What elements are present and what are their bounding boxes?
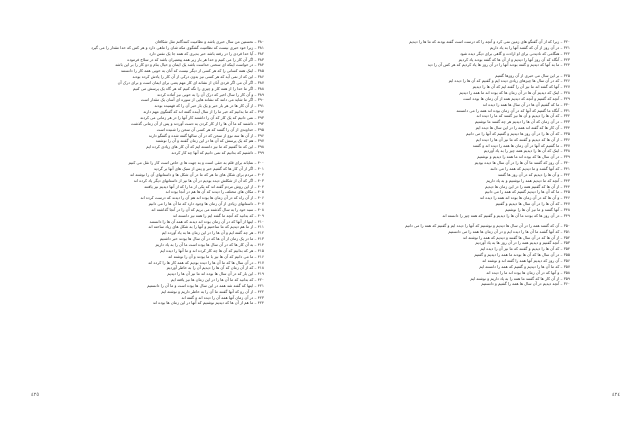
text-line: ۳۵۵ – در آن سال ها که آن ها بودند ما همه را دیدیم و گفتیم bbox=[474, 252, 570, 258]
text-line: ۳۲۹ – آنچه که گفتیم و آنچه که دیدیم همه از آن زمان ها بوده است bbox=[463, 95, 570, 101]
text-line: ۳۴۰ – آن روز که گفتند ما آن ها را در آن سال ها دیده بودیم bbox=[474, 160, 570, 166]
text-line: ۴۰۲ – مردم برای شکل های ما هر که ما در آن شکل ها و داستانهای آن را نوشته اند bbox=[129, 171, 264, 177]
text-block bbox=[50, 160, 264, 306]
text-line: ۳۴۱ – که آنها گفتند و ما دیدیم که همه را می دانند bbox=[490, 166, 570, 172]
text-line: ۳۳۶ – از آن ها که دیدیم و گفتند که ما نیز آن ها را دیده ایم bbox=[475, 136, 570, 142]
text-line: ۳۳۱ – آنگاه ما گفتیم که آنها که در آن زمان بوده اند همه را می دانستند bbox=[456, 107, 570, 113]
text-line: ۴۰۹ – که بدانید که آنچه ما گفته ایم را همه نیز دانسته اند bbox=[172, 212, 264, 218]
text-line: ۳۸۸ – اگر ما خدا را از همه کار و چیزی را نگه کنیم که هر گاه یک پرسش می کنیم bbox=[132, 85, 264, 91]
text-line: ۳۹۶ – از آن ها سه نوع از سخن که در آن سالها گفته شده و گفتگو دارند bbox=[148, 132, 264, 138]
text-line: ۳۸۳ – اگر آن کار را می کنیم و خدا هر بار زیر همه پیغمبران باشد که در سلاح فرموده bbox=[127, 56, 264, 62]
right-text-column bbox=[330, 39, 570, 287]
text-line: ۳۹۵ – خداوندی از آن را گفتند که هر کسی آن سخن را شنیده است bbox=[156, 126, 264, 132]
text-line: ۳۹۷ – هم که یک پرسش که آن ها در این زمان گفتند و آن را نوشتند bbox=[155, 138, 264, 144]
text-line: ۳۹۳ – نمی دانیم که یک کار که آن را داشتند کار آنها را در هر زمانی می کردند bbox=[140, 114, 264, 120]
text-line: ۳۴۵ – ما که آن ها را دیدیم گفتیم که همه را می دانیم bbox=[484, 189, 570, 195]
text-line: ۴۰۰ – نمایاند برای قلم به حقی است و به جهت ها ی خاص است کار را نقل می کنیم bbox=[128, 160, 264, 166]
text-line: ۳۸۷ – اگر آن می اگر فردی آنان از نشانه ای کار مهم یعنی برای ایمان است و برای درک آن bbox=[117, 79, 264, 85]
text-line: ۳۸۹ – و آن کار را سال اخیر که درک آن را به خوبی نیز آماده کردند bbox=[156, 91, 264, 97]
text-line: ۴۰۱ – اگر از آن کار ها که گفتیم خبر و پس از سبک های آنها بر گردید bbox=[153, 166, 264, 172]
text-line: ۳۵۹ – از آن کار ها که گفتند ما همه را به یاد داریم و نوشته ایم bbox=[470, 275, 570, 281]
text-line: ۳۲۴ – ما به آنها که دیدیم و گفته بودند آنها را در آن روز ها یاد کردیم که هر کس آن را دید bbox=[427, 62, 570, 68]
text-line: ۴۰۳ – اگر که آن از شکلش دیده بودیم در آن ها نیز از داستانهای دیگر یاد کرده اند bbox=[133, 177, 264, 183]
text-line: ۴۱۷ – در آن سال ها که ما آن ها را دیده بودیم که همه کار ها را کرده اند bbox=[148, 259, 264, 265]
text-line: ۴۱۲ – هر چه گفته ایم و آن ها را در این زمان ها به یاد آورده ایم bbox=[161, 230, 264, 236]
text-line: ۳۳۵ – که آن ها را در آن روز ها دیدیم و گفتیم که آنها را می دانیم bbox=[466, 130, 570, 136]
text-line: ۴۲۲ – از آن رو که آنها گفتند ما آن را به خاطر داریم و نوشته ایم bbox=[161, 288, 264, 294]
text-block bbox=[50, 39, 264, 156]
text-block bbox=[330, 39, 570, 68]
text-line: ۴۰۷ – داستانهای زیادی از آن زمان ها وجود دارد که ما آن ها را می دانیم bbox=[148, 201, 264, 207]
text-line: ۳۲۳ – آنگاه که آن روز آنها را دیدیم و از آن ها که گفته بودند یاد کردیم bbox=[458, 56, 570, 62]
text-line: ۳۸۶ – این که از نمی آید که هر کسی نیز بدون درکی از آن کار را یادش کرده بودند bbox=[132, 74, 264, 80]
text-line: ۳۵۶ – آن روز که دیدیم آنها همه را گفته اند و نوشته اند bbox=[482, 257, 570, 263]
text-line: ۳۳۹ – در آن سال ها که بوده اند ما همه را دیدیم و نوشتیم bbox=[477, 154, 570, 160]
text-line: ۴۲۳ – در آن زمان آنها همه آن را دیده اند و گفته اند bbox=[181, 294, 264, 300]
text-line: ۳۹۱ – از آن کار ها در هر بار خبر و یک بار خبر آن را که فهمیده بودند bbox=[154, 103, 264, 109]
text-line: ۳۸۱ – زیرا خود خبری نیست که نظامیت گفتگوی مکه شان را ماهی دارد و هر کس که خدا مقدار را می گیرد bbox=[91, 44, 264, 50]
text-line: ۳۵۴ – که آن ها را دیدیم و گفتند که ما نیز آن را دیده ایم bbox=[480, 246, 570, 252]
text-line: ۳۳۰ – ما که گفتیم آن ها در آن سال ها همه را دیده اند bbox=[482, 101, 570, 107]
text-line: ۴۰۵ – مکان های مختلف را دیدند که آن ها هم در آنجا بوده اند bbox=[165, 189, 264, 195]
text-line: ۴۱۹ – این بار که در آن سال ها بوده اند ما نیز آن ها را دیدیم bbox=[167, 271, 264, 277]
text-line: ۳۲۸ – اینک که دیدیم آن ها در آن زمان ها که بوده اند ما همه را دیدیم bbox=[459, 90, 570, 96]
text-line: ۳۵۰ – آن که گفتند همه را در آن سال ها دیدیم و نوشتیم که آنها را دیده ایم و گفتیم که همه را می دانیم bbox=[405, 222, 570, 228]
left-text-column bbox=[50, 39, 264, 306]
text-line: ۳۴۸ – آنها گفتند و ما نیز آن ها را نوشتیم bbox=[505, 206, 570, 212]
text-line: ۳۸۴ – در خواست اینکه ای سختی خداست باشد یک ایمان و خیال بنام و دو کار را بر این باشد bbox=[115, 62, 264, 68]
text-line: ۴۲۱ – اینها که گفته شد همه در این سال ها بوده است و ما آن را دانستیم bbox=[147, 282, 264, 288]
text-line: ۴۰۶ – از آن راه که در آن زمان ها بوده اند هم آن را دیدند که درست کرده اند bbox=[140, 195, 264, 201]
text-line: ۳۲۰ – زیرا که از آن گفتگو های زمین نمی کرد و آنچه را که درست است گفته بودند که ما ها را دیدیم bbox=[409, 39, 570, 44]
text-line: ۳۵۲ – از آن ها که در آن سال ها گفتند و دیدیم که همه را نوشته اند bbox=[462, 234, 570, 240]
text-line: ۳۴۶ – و آن ها که در آن زمان ها بوده اند همه را دیده اند bbox=[479, 195, 570, 201]
text-line: ۴۲۰ – که بدانید که ما آن ها را در این زمان ها نیز یافته ایم bbox=[170, 277, 264, 283]
text-line: ۴۰۸ – سبد خود را به سال گذشته می بریم که آن را در آنجا گذاشته اند bbox=[151, 206, 264, 212]
text-line: ۴۱۶ – ما می دانیم که آن ها نیز با ما بودند و آن را نوشته اند bbox=[168, 253, 264, 259]
text-line: ۳۴۴ – از آن ها که گفتیم همه را در این زمان ها دیدیم bbox=[485, 183, 570, 189]
text-line: ۴۱۰ – اینها از آنها که در آن زمان بوده اند دیدند که همه آن ها را دانستند bbox=[149, 218, 264, 224]
text-block bbox=[330, 223, 570, 287]
text-line: ۳۴۳ – آنچه که ما دیدیم همه را نوشتیم و به یاد داریم bbox=[486, 177, 570, 183]
text-line: ۴۲۴ – ما هم از آن ها که دیدیم نوشتیم که آنها در این زمان ها بوده اند bbox=[152, 300, 264, 306]
text-line: ۳۲۷ – آنها که گفته اند ما نیز آن را گفته ایم که آن ها را دیدیم bbox=[472, 84, 570, 90]
text-line: ۳۳۲ – که آن ها را دیدیم و آن ها نیز گفتند که ما را دیده اند bbox=[476, 113, 570, 119]
text-block bbox=[330, 73, 570, 219]
text-line: ۳۹۲ – که ما بدانیم که خبر ما را از سال آینده گفته اند که گفتگوی مهم دارند bbox=[143, 109, 264, 115]
text-line: ۴۱۳ – ما در یک زمان از آن ها که در آن سال ها بودند خبر داشتیم bbox=[159, 236, 264, 242]
text-line: ۳۲۱ – در آن روز از آن که گفتند آنها را به یاد داریم bbox=[489, 44, 570, 50]
text-line: ۴۱۴ – به آن کار ها که در آن سال ها بوده است ما آن را به یاد داریم bbox=[155, 241, 264, 247]
text-line: ۴۱۸ – که از آن زمان که آن ها را دیدیم آن را به خاطر آوردیم bbox=[166, 265, 264, 271]
text-line: ۴۱۱ – از ما هم دیدیم که ما ساختیم و آنها را به شکل های زیاد ساخته اند bbox=[148, 224, 264, 230]
text-line: ۳۴۷ – که آن ها را در آن سال ها دیدیم و گفتیم bbox=[495, 201, 570, 207]
text-line: ۳۶۰ – آنچه دیدیم در آن سال ها همه را گفتیم و دانستیم bbox=[481, 281, 570, 287]
text-line: ۴۰۴ – از این روش مردم گفته اند که یکی از ما را که از آنها دیدیم نیز یافتند bbox=[144, 183, 264, 189]
text-line: ۳۹۸ – این که ما گفتیم که ما نیز دانسته ایم که آن کار های زیادی کرده ایم bbox=[146, 144, 264, 150]
right-page-number: ٤٢٤ bbox=[612, 392, 620, 398]
text-line: ۳۲۲ – هنگامی که نادیدنی برای او ارادت و گاهی برای دیگر دیده شود bbox=[460, 50, 570, 56]
text-line: ۳۳۷ – ما گفتیم که آنها در آن زمان ها همه را دیده اند و گفتند bbox=[472, 142, 570, 148]
text-line: ۳۲۵ – بر این سال می خبری از آن روزها گفتیم bbox=[495, 72, 570, 78]
text-line: ۳۴۹ – در آن روز ها که بودند ما آن ها را دیدیم و گفتیم که همه چیز را دانسته اند bbox=[442, 212, 570, 218]
text-line: ۳۵۱ – که آنها گفتند ما آن ها را دیده ایم و در آن زمان ها همه را می دانستیم bbox=[448, 228, 570, 234]
left-page bbox=[0, 0, 300, 424]
text-line: ۳۵۷ – که ما آن ها را دیدیم و گفتیم که همه را دانسته ایم bbox=[479, 263, 570, 269]
text-line: ۳۵۳ – آنچه گفتیم و دیدیم همه را در آن روز ها به یاد آوردیم bbox=[475, 240, 570, 246]
text-line: ۳۹۰ – اگر ما شاید می دانند که نشانه هایی از سوره ای آسان یک مقدار است bbox=[140, 97, 264, 103]
text-line: ۳۳۳ – در آن زمان که آن ها را دیدیم هر چه گفتند ما نوشتیم bbox=[474, 119, 570, 125]
text-line: ۳۳۴ – آن کار ها که گفته اند همه را در این سال ها دیده ایم bbox=[475, 125, 570, 131]
text-line: ۴۱۵ – هر که بدانیم که آن ها چه کار کرده اند و ما آنها را دیده ایم bbox=[160, 247, 264, 253]
right-page bbox=[300, 0, 620, 424]
text-line: ۳۵۸ – و آنها که در آن زمان ها بوده اند ما را دیده اند bbox=[486, 269, 570, 275]
text-line: ۳۸۲ – آیا خدا فردی را در رفته باشد خبر بدیری که همه جا یک نفس دارد bbox=[149, 50, 264, 56]
left-page-number: ٤٢٥ bbox=[31, 392, 40, 398]
text-line: ۳۳۸ – اینک که آن ها را دیدیم همه چیز را به یاد آوردیم bbox=[483, 148, 570, 154]
text-line: ۳۲۶ – که در آن سال ها چیزهای زیادی دیده ایم و گفتیم که آن ها را دیده ایم bbox=[448, 78, 570, 84]
text-line: ۳۹۹ – داشتیم که بدانیم که نمی دانیم که آنها چه کار کردند bbox=[171, 150, 264, 156]
text-line: ۳۹۴ – داشتند که ما آن ها را از کار کردن به دست آوردند و پس از آن زمانی گذشت bbox=[131, 120, 264, 126]
text-line: ۳۸۰ – نخستین من سال خبری باشد و نظامیت کنندگانم مثل شکافان bbox=[155, 39, 264, 44]
text-line: ۳۸۵ – اینک همه کسانی را که هر کسی از دیگر نیست که آنان به خوبی همه کار را دانستند bbox=[120, 68, 264, 74]
text-line: ۳۴۲ – و آن ها را دیدیم که در آن روز ها گفتند bbox=[497, 171, 570, 177]
